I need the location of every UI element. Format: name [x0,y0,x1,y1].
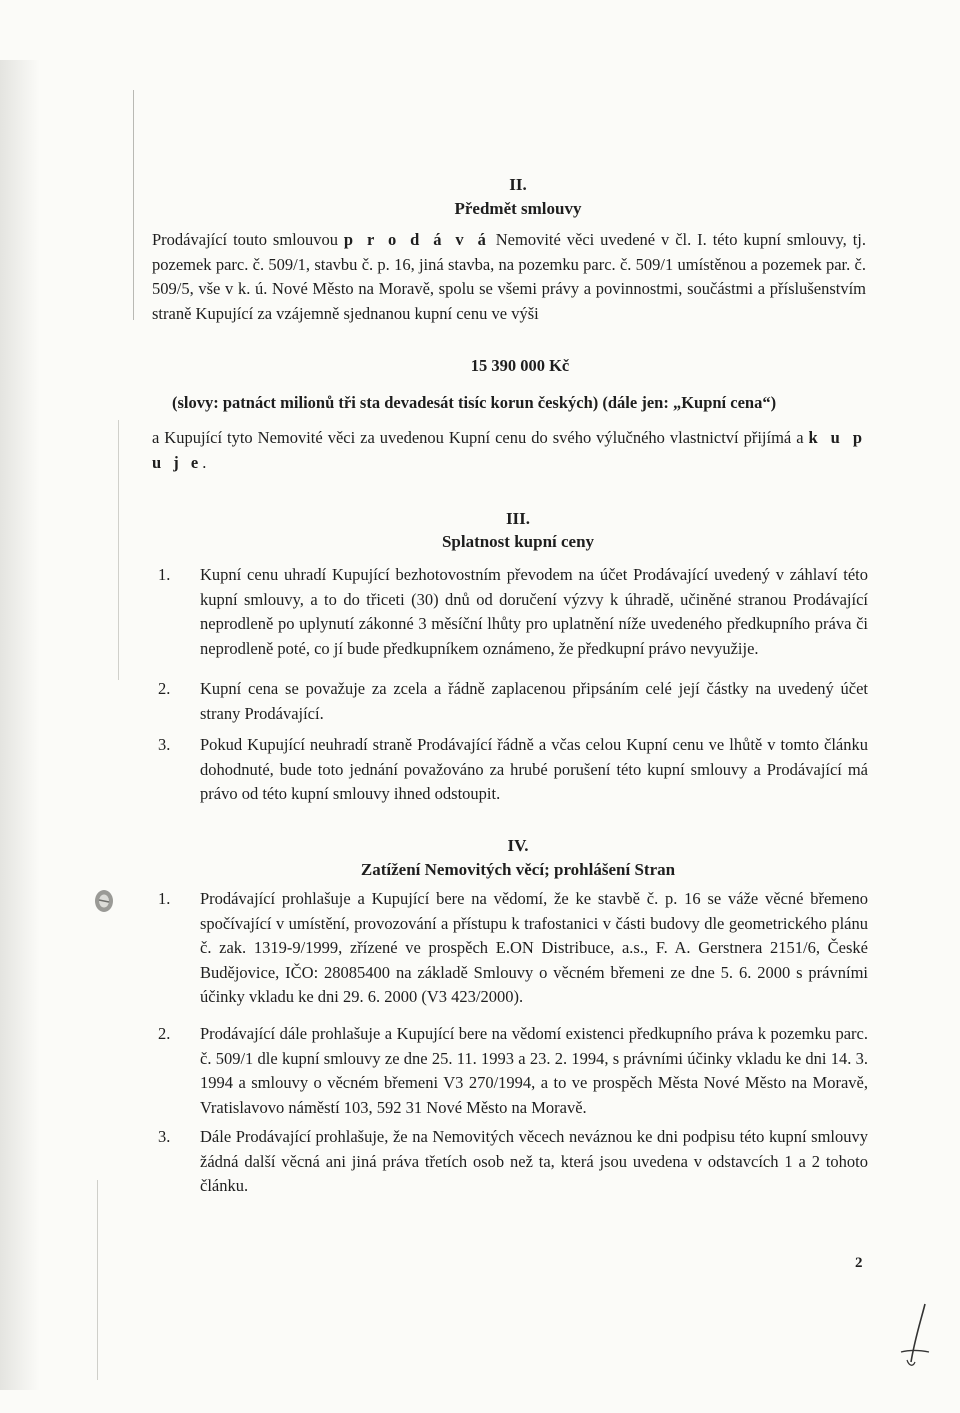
list-item-text: Kupní cena se považuje za zcela a řádně zaplacenou připsáním celé její částky na uvedený účet strany Prodávající. [200,679,868,723]
price-in-words: (slovy: patnáct milionů tři sta devadesát tisíc korun českých) (dále jen: „Kupní cena“) [172,393,777,412]
list-item-text: Prodávající dále prohlašuje a Kupující bere na vědomí existenci předkupního práva k pozemku parc. č. 509/1 dle kupní smlouvy ze dne 25. 11. 1993 a 23. 2. 1994, s právními účinky vkladu ke dni 14. 3. 1994 a smlouvy o věcném břemeni V3 270/1994, a to ve prospěch Města Nové Město na Moravě, Vratislavovo náměstí 103, 592 31 Nové Město na Moravě. [200,1024,868,1117]
handwritten-initials [895,1300,935,1370]
page-number: 2 [855,1255,863,1271]
section-2-intro [152,228,866,326]
list-item-text: Kupní cenu uhradí Kupující bezhotovostním převodem na účet Prodávající uvedený v záhlaví této kupní smlouvy, a to do třiceti (30) dnů od doručení výzvy k úhradě, učiněné stranou Prodávající neprodleně po uplynutí zákonné 3 měsíční lhůty pro uplatnění níže uvedeného předkupního práva či neprodleně poté, co jí bude předkupníkem oznámeno, že předkupní právo nevyužije. [200,565,868,658]
section-2-number: II. [509,175,527,194]
section-4-title: Zatížení Nemovitých věcí; prohlášení Stran [360,860,676,879]
list-item-text: Prodávající prohlašuje a Kupující bere na vědomí, že ke stavbě č. p. 16 se váže věcné břemeno spočívající v umístění, provozování a přístupu k trafostanici v části budovy dle geometrického plánu č. zak. 1319-9/1999, zřízené ve prospěch E.ON Distribuce, a.s., F. A. Gerstnera 2151/6, České Budějovice, IČO: 28085400 na základě Smlouvy o věcném břemeni ze dne 5. 6. 2000 s právními účinky vkladu ke dni 29. 6. 2000 (V3 423/2000). [200,889,868,1006]
scan-artifact-line [97,1180,98,1380]
list-item-number: 2. [158,1024,171,1043]
accept-text-post: . [202,452,207,472]
list-item-number: 3. [158,1127,171,1146]
list-item-number: 1. [158,565,171,584]
section-2-title: Předmět smlouvy [454,199,582,218]
list-item-number: 3. [158,735,171,754]
list-item-number: 1. [158,889,171,908]
section-3-number: III. [505,509,531,528]
list-item-text: Dále Prodávající prohlašuje, že na Nemovitých věcech neváznou ke dni podpisu této kupní smlouvy žádná další věcná ani jiná práva třetích osob než ta, která jsou uvedena v odstavcích 1 a 2 tohoto článku. [200,1127,868,1195]
list-item-text: Pokud Kupující neuhradí straně Prodávající řádně a včas celou Kupní cenu ve lhůtě v tomto článku dohodnuté, bude toto jednání považováno za hrubé porušení této kupní smlouvy a Prodávající má právo od této kupní smlouvy ihned odstoupit. [200,735,868,803]
scan-shadow [0,60,40,1390]
accept-text-pre: a Kupující tyto Nemovité věci za uvedenou Kupní cenu do svého výlučného vlastnictví přijímá a [152,428,809,447]
intro-text-pre: Prodávající touto smlouvou [152,230,344,249]
purchase-price: 15 390 000 Kč [470,356,570,375]
section-4-number: IV. [507,836,529,855]
accept-verb-kupuje: k u p u j e [152,428,866,472]
section-2-acceptance [152,426,866,475]
intro-text-post: Nemovité věci uvedené v čl. I. této kupní smlouvy, tj. pozemek parc. č. 509/1, stavbu č. p. 16, jiná stavba, na pozemku parc. č. 509/1 umístěnou a pozemek par. č. 509/5, vše v k. ú. Nové Město na Moravě, spolu se všemi právy a povinnostmi, součástmi a příslušenstvím straně Kupující za vzájemně sjednanou kupní cenu ve výši [152,230,866,323]
section-3-title: Splatnost kupní ceny [441,532,595,551]
intro-verb-prodava: p r o d á v á [343,230,490,249]
punch-hole-icon [93,888,115,914]
list-item-number: 2. [158,679,171,698]
